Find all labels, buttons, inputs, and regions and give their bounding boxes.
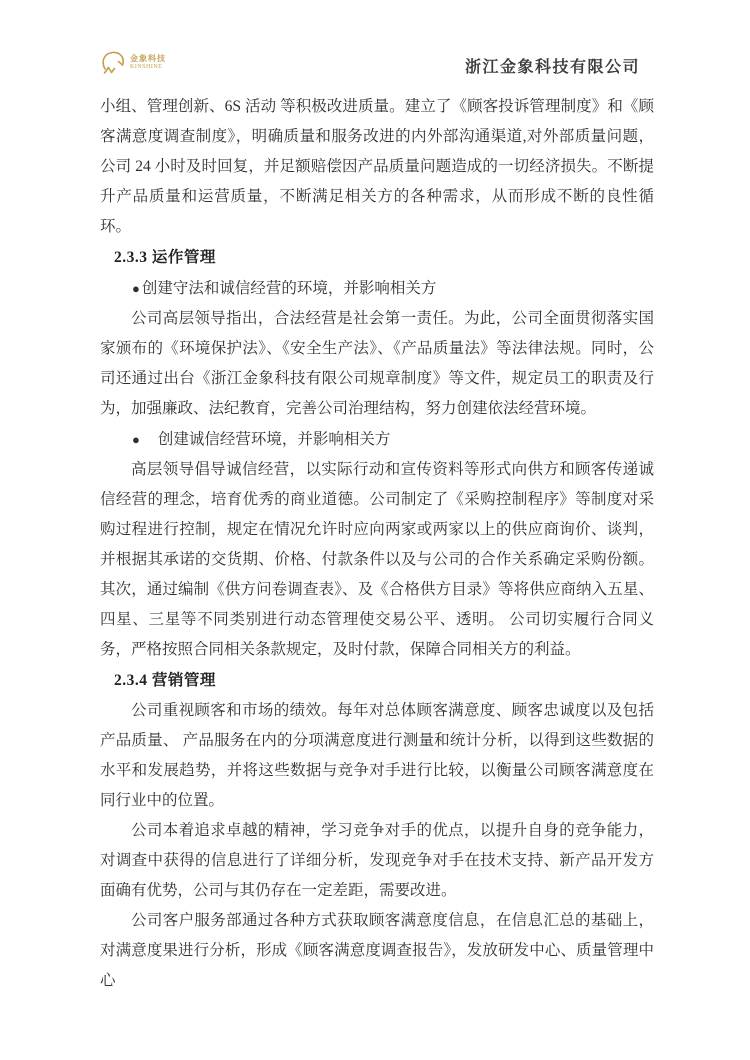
heading-2-3-3: 2.3.3 运作管理 (114, 249, 216, 266)
document-body (100, 92, 654, 996)
bullet-marker-icon: ● (132, 281, 140, 296)
heading-2-3-4: 2.3.4 营销管理 (114, 672, 216, 689)
company-name: 浙江金象科技有限公司 (464, 59, 640, 76)
bullet-text: 创建诚信经营环境，并影响相关方 (157, 431, 391, 448)
elephant-logo-icon (100, 48, 127, 78)
bullet-text: 创建守法和诚信经营的环境，并影响相关方 (141, 280, 437, 297)
bullet-item-integrity-environment (100, 424, 654, 455)
paragraph-quality-improvement: 小组、管理创新、6S 活动 等积极改进质量。建立了《顾客投诉管理制度》和《顾客满意度调查制度》，明确质量和服务改进的内外部沟通渠道,对外部质量问题，公司 24 小时及时回复，并足额赔偿因产品质量问题造成的一切经济损失。不断提升产品质量和运营质量，不断满足相关方的各种需求，从而形成不断的良性循环。 (100, 98, 654, 235)
page-header (100, 48, 640, 78)
logo-text (130, 55, 166, 70)
logo-brand-en: KINSHINE (130, 64, 163, 71)
paragraph-legal-compliance: 公司高层领导指出，合法经营是社会第一责任。为此，公司全面贯彻落实国家颁布的《环境保护法》、《安全生产法》、《产品质量法》等法律法规。同时，公司还通过出台《浙江金象科技有限公司规章制度》等文件，规定员工的职责及行为，加强廉政、法纪教育，完善公司治理结构，努力创建依法经营环境。 (100, 310, 654, 417)
logo-brand-cn: 金象科技 (130, 54, 166, 64)
bullet-item-lawful-environment (100, 273, 654, 304)
paragraph-competitor-analysis: 公司本着追求卓越的精神，学习竞争对手的优点，以提升自身的竞争能力，对调查中获得的信息进行了详细分析，发现竞争对手在技术支持、新产品开发方面确有优势，公司与其仍存在一定差距，需要改进。 (100, 822, 654, 899)
bullet-marker-icon: ● (132, 432, 140, 447)
company-logo (100, 48, 166, 78)
paragraph-customer-market: 公司重视顾客和市场的绩效。每年对总体顾客满意度、顾客忠诚度以及包括产品质量、 产品服务在内的分项满意度进行测量和统计分析，以得到这些数据的水平和发展趋势，并将这些数据与竞争对手进行比较，以衡量公司顾客满意度在同行业中的位置。 (100, 702, 654, 809)
paragraph-integrity-procurement: 高层领导倡导诚信经营，以实际行动和宣传资料等形式向供方和顾客传递诚信经营的理念，培育优秀的商业道德。公司制定了《采购控制程序》等制度对采购过程进行控制，规定在情况允许时应向两家或两家以上的供应商询价、谈判，并根据其承诺的交货期、价格、付款条件以及与公司的合作关系确定采购份额。其次，通过编制《供方问卷调查表》、及《合格供方目录》等将供应商纳入五星、四星、三星等不同类别进行动态管理使交易公平、透明。 公司切实履行合同义务，严格按照合同相关条款规定，及时付款，保障合同相关方的利益。 (100, 461, 654, 658)
paragraph-customer-service: 公司客户服务部通过各种方式获取顾客满意度信息，在信息汇总的基础上，对满意度果进行分析，形成《顾客满意度调查报告》，发放研发中心、质量管理中心 (100, 912, 654, 989)
